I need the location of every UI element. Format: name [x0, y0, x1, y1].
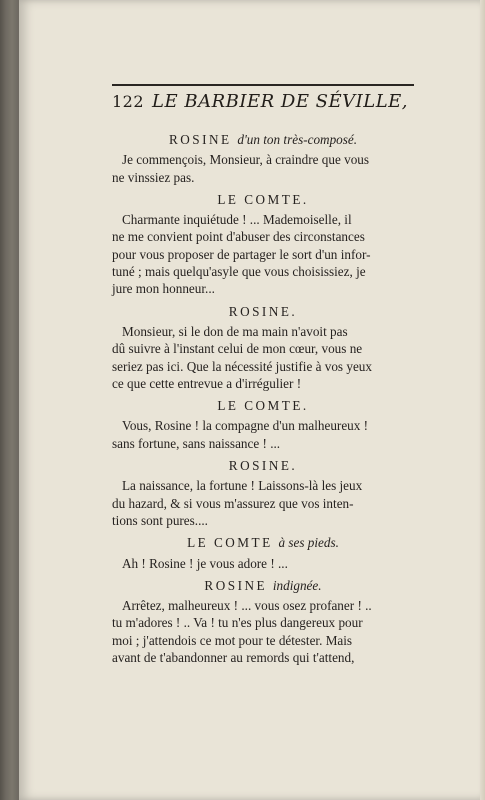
stage-direction: indignée. [272, 577, 322, 593]
running-head [112, 91, 414, 113]
speaker-name: LE COMTE. [217, 398, 309, 414]
speech-paragraph [112, 323, 414, 392]
speech-paragraph [112, 477, 414, 529]
speech-paragraph [112, 417, 414, 452]
speech-line: ce que cette entrevue a d'irrégulier ! [112, 375, 302, 391]
speech-line: sans fortune, sans naissance ! ... [112, 435, 281, 451]
speaker-name: ROSINE. [228, 458, 298, 474]
speech-line: Ah ! Rosine ! je vous adore ! ... [122, 555, 288, 571]
speech-paragraph [112, 597, 414, 666]
speech-line: avant de t'abandonner au remords qui t'attend, [112, 650, 355, 666]
speaker-name: ROSINE [204, 577, 268, 593]
running-title: LE BARBIER DE SÉVILLE, [152, 91, 409, 112]
stage-direction: d'un ton très-composé. [237, 132, 358, 147]
speech-line: seriez pas ici. Que la nécessité justifie à vos yeux [112, 358, 372, 374]
speech-line: La naissance, la fortune ! Laissons-là les jeux [122, 478, 363, 494]
stage-direction: à ses pieds. [278, 535, 339, 551]
speech-line: ne vinssiez pas. [112, 169, 195, 185]
speech-line: jure mon honneur... [112, 281, 215, 297]
speaker-heading [112, 457, 414, 474]
speech-line: pour vous proposer de partager le sort d'un infor- [112, 246, 371, 262]
speaker-heading [112, 534, 414, 551]
speech-line: Monsieur, si le don de ma main n'avoit pas [122, 323, 348, 339]
speech-line: ne me convient point d'abuser des circonstances [112, 229, 365, 245]
speech-line: dû suivre à l'instant celui de mon cœur, vous ne [112, 341, 363, 357]
speech-line: tu m'adores ! .. Va ! tu n'es plus dangereux pour [112, 615, 363, 631]
speech-paragraph [112, 211, 414, 297]
text-body [112, 130, 414, 671]
speech-line: tions sont pures.... [112, 512, 208, 528]
speech-line: Je commençois, Monsieur, à craindre que vous [122, 152, 370, 168]
speaker-heading [112, 577, 414, 594]
speaker-heading [112, 131, 414, 148]
page-number: 122 [112, 92, 145, 111]
speech-paragraph [112, 555, 414, 572]
speech-line: Arrêtez, malheureux ! ... vous osez profaner ! .. [122, 598, 372, 614]
speech-line: Vous, Rosine ! la compagne d'un malheureux ! [122, 418, 369, 434]
speech-line: du hazard, & si vous m'assurez que vos inten- [112, 495, 354, 511]
speech-paragraph [112, 151, 414, 186]
speaker-heading [112, 303, 414, 320]
speaker-heading [112, 191, 414, 208]
header-rule [112, 84, 414, 86]
speech-line: tuné ; mais quelqu'asyle que vous choisissiez, je [112, 264, 366, 280]
speech-line: Charmante inquiétude ! ... Mademoiselle, il [122, 212, 352, 228]
speaker-name: ROSINE. [228, 303, 298, 319]
speaker-name: LE COMTE. [217, 191, 309, 207]
speaker-heading [112, 397, 414, 414]
page-edge [480, 0, 485, 800]
speaker-name: LE COMTE [187, 535, 273, 551]
speaker-name: ROSINE [168, 132, 232, 147]
speech-line: moi ; j'attendois ce mot pour te détester. Mais [112, 632, 353, 648]
